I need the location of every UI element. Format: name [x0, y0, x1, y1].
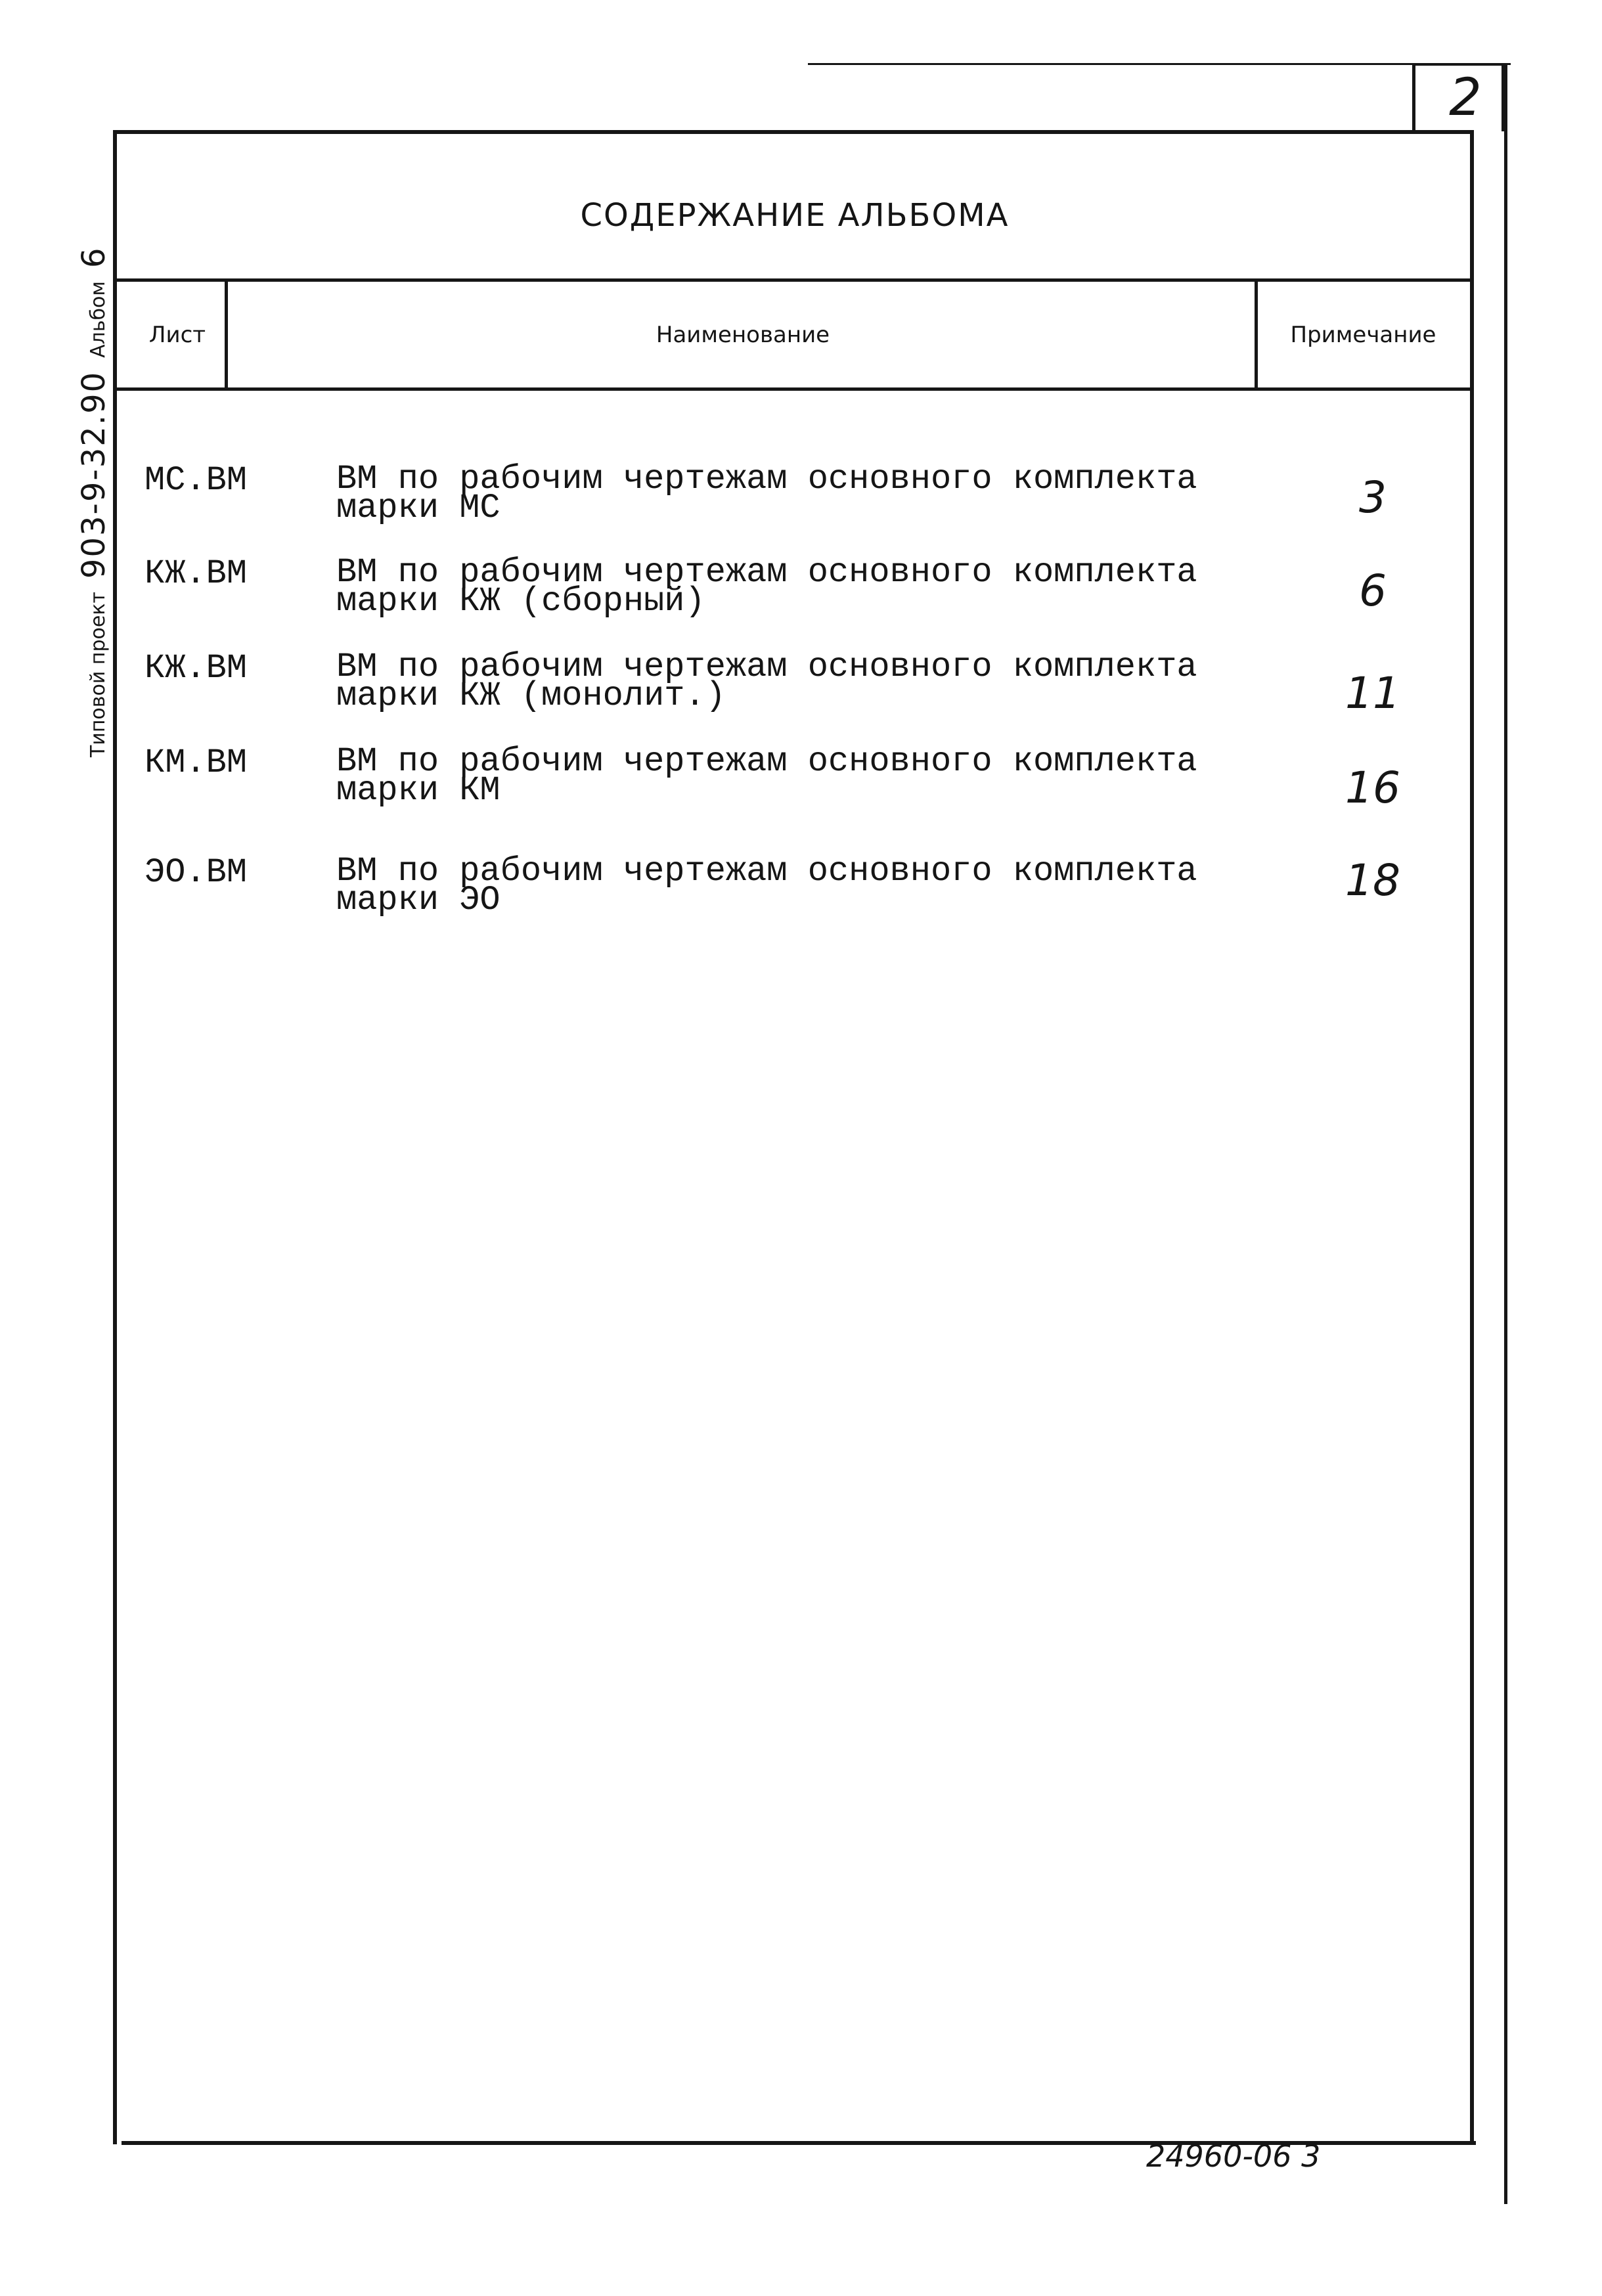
outer-right-line [1504, 63, 1507, 2204]
row-title [336, 460, 1322, 527]
album-label: Альбом [87, 280, 110, 358]
column-header-sheet: Лист [148, 322, 206, 348]
row-title-line2: марки КЖ (сборный) [336, 582, 705, 621]
row-title-line1: ВМ по рабочим чертежам основного комплекта [336, 553, 1197, 592]
row-note: 6 [1359, 565, 1387, 616]
table-row [131, 852, 1478, 929]
footer-code: 24960-06 3 [1146, 2138, 1321, 2174]
row-title-line2: марки МС [336, 489, 501, 527]
row-note: 11 [1345, 668, 1400, 718]
project-code: 903-9-32.90 [76, 370, 112, 579]
page-title: СОДЕРЖАНИЕ АЛЬБОМА [580, 197, 1010, 234]
row-sheet-code: ЭО.ВМ [145, 853, 248, 892]
sidebar-project-text [78, 246, 112, 757]
column-divider-note [1255, 278, 1258, 390]
table-row [131, 742, 1478, 820]
row-sheet-code: КЖ.ВМ [145, 554, 248, 593]
row-title [336, 553, 1322, 621]
row-title-line2: марки КЖ (монолит.) [336, 676, 726, 715]
row-note: 3 [1359, 472, 1387, 523]
project-label: Типовой проект [87, 592, 110, 757]
header-bottom-line [113, 387, 1474, 391]
table-row [131, 553, 1478, 630]
row-title-line1: ВМ по рабочим чертежам основного комплекта [336, 648, 1197, 686]
row-title-line1: ВМ по рабочим чертежам основного комплекта [336, 852, 1197, 891]
frame-left-line [113, 130, 117, 2144]
row-title [336, 742, 1322, 810]
column-header-name: Наименование [656, 322, 830, 348]
table-row [131, 648, 1478, 725]
row-title-line2: марки ЭО [336, 881, 501, 919]
row-note: 16 [1345, 762, 1400, 813]
row-sheet-code: КМ.ВМ [145, 743, 248, 782]
row-title-line1: ВМ по рабочим чертежам основного комплекта [336, 742, 1197, 781]
column-divider-sheet [225, 278, 228, 390]
frame-top-line [113, 130, 1474, 134]
page-number: 2 [1449, 68, 1482, 127]
album-number: 6 [76, 246, 112, 268]
row-title-line1: ВМ по рабочим чертежам основного комплекта [336, 460, 1197, 498]
frame-right-line [1470, 130, 1474, 2144]
row-title-line2: марки КМ [336, 771, 501, 810]
column-header-note: Примечание [1290, 322, 1436, 348]
row-title [336, 852, 1322, 919]
row-note: 18 [1345, 855, 1400, 906]
row-title [336, 648, 1322, 715]
table-row [131, 460, 1478, 537]
row-sheet-code: МС.ВМ [145, 461, 248, 500]
title-separator-line [113, 278, 1474, 282]
row-sheet-code: КЖ.ВМ [145, 649, 248, 688]
top-edge-line [808, 63, 1511, 65]
